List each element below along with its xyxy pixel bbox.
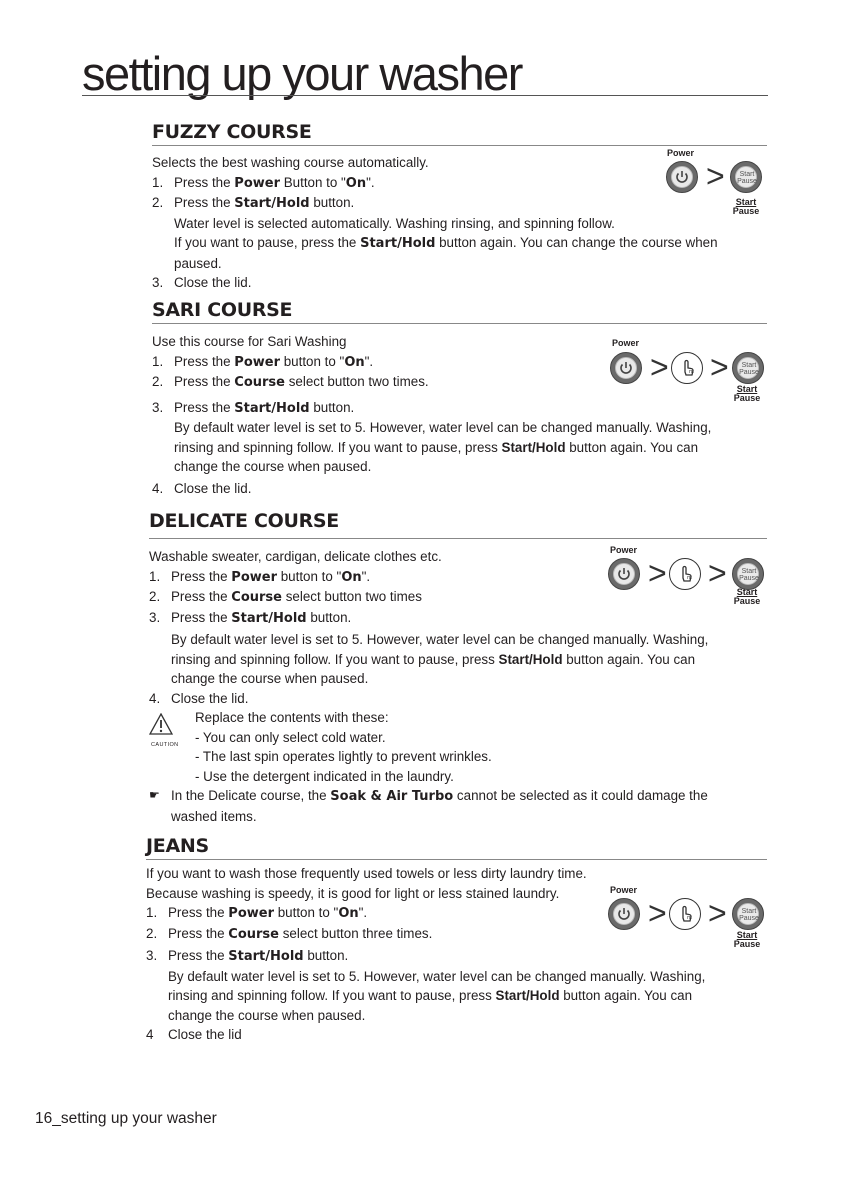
step-3-detail: change the course when paused. <box>171 671 369 686</box>
intro-text: If you want to wash those frequently used towels or less dirty laundry time. <box>146 866 587 881</box>
power-label: Power <box>612 338 640 348</box>
step-1: 1. Press the Power button to "On". <box>149 568 371 585</box>
chevron-right-icon: > <box>648 895 667 931</box>
section-title: JEANS <box>146 835 209 857</box>
intro-text: Washable sweater, cardigan, delicate clothes etc. <box>149 549 442 564</box>
step-2: 2. Press the Start/Hold button. <box>152 195 355 211</box>
note: ☛ In the Delicate course, the Soak & Air Turbo cannot be selected as it could damage the <box>149 786 767 807</box>
step-3-detail: change the course when paused. <box>174 459 372 474</box>
step-4: 4. Close the lid. <box>152 480 252 496</box>
step-2: 2. Press the Course select button three times. <box>146 925 433 942</box>
step-3: 3. Press the Start/Hold button. <box>152 399 355 416</box>
delicate-button-sequence <box>606 545 766 615</box>
note-continued: washed items. <box>171 808 257 824</box>
chevron-right-icon: > <box>650 349 669 385</box>
step-2-detail: Water level is selected automatically. Washing rinsing, and spinning follow. <box>174 215 615 231</box>
caution-item: - Use the detergent indicated in the laundry. <box>195 768 454 784</box>
caution-content <box>195 708 492 786</box>
section-title: DELICATE COURSE <box>149 510 339 532</box>
step-3-detail: By default water level is set to 5. However, water level can be changed manually. Washing, <box>174 420 712 435</box>
chevron-right-icon: > <box>648 555 667 591</box>
start-pause-button-icon: Start Pause <box>732 558 764 590</box>
caution-item: - You can only select cold water. <box>195 729 386 745</box>
sari-button-sequence <box>608 338 768 408</box>
step-3: 3. Press the Start/Hold button. <box>146 948 349 964</box>
chevron-right-icon: > <box>708 895 727 931</box>
start-pause-label: Start Pause <box>732 197 760 216</box>
intro-text: Selects the best washing course automatically. <box>152 155 429 170</box>
power-button-icon <box>608 898 640 930</box>
caution-item: - The last spin operates lightly to prevent wrinkles. <box>195 749 492 764</box>
power-label: Power <box>610 545 638 555</box>
section-rule <box>149 538 767 539</box>
jeans-button-sequence <box>606 885 766 955</box>
step-3-detail: change the course when paused. <box>168 1007 366 1023</box>
start-pause-button-icon: Start Pause <box>730 161 762 193</box>
fuzzy-button-sequence <box>664 148 768 218</box>
step-4: 4. Close the lid. <box>149 690 249 706</box>
step-1: 1. Press the Power Button to "On". <box>152 174 375 191</box>
section-rule <box>152 323 767 324</box>
start-pause-label: Start Pause <box>733 384 761 403</box>
chevron-right-icon: > <box>710 349 729 385</box>
svg-text:m: m <box>687 575 692 581</box>
start-pause-button-icon: Start Pause <box>732 898 764 930</box>
section-rule <box>152 145 767 146</box>
step-3: 3. Close the lid. <box>152 275 252 290</box>
course-button-icon <box>669 558 701 590</box>
svg-text:m: m <box>689 369 694 375</box>
step-2-detail: paused. <box>174 255 222 271</box>
page-footer: 16_setting up your washer <box>35 1110 217 1127</box>
title-rule <box>82 95 768 96</box>
intro-text: Because washing is speedy, it is good for light or less stained laundry. <box>146 885 560 901</box>
section-rule <box>146 859 767 860</box>
start-pause-button-icon: Start Pause <box>732 352 764 384</box>
intro-text: Use this course for Sari Washing <box>152 334 347 349</box>
start-pause-label: Start Pause <box>733 930 761 949</box>
step-2-detail: If you want to pause, press the Start/Hold button again. You can change the course when <box>174 235 718 251</box>
step-3-detail: rinsing and spinning follow. If you want to pause, press Start/Hold button again. You can <box>171 651 696 667</box>
step-3: 3. Press the Start/Hold button. <box>149 609 352 626</box>
section-title: SARI COURSE <box>152 299 293 321</box>
step-1: 1. Press the Power button to "On". <box>152 353 374 370</box>
power-label: Power <box>610 885 638 895</box>
chevron-right-icon: > <box>706 158 725 194</box>
caution-heading: Replace the contents with these: <box>195 710 389 725</box>
step-3-detail: rinsing and spinning follow. If you want to pause, press Start/Hold button again. You can <box>174 439 699 455</box>
caution-box <box>149 708 767 786</box>
course-button-icon <box>671 352 703 384</box>
start-pause-label: Start Pause <box>733 587 761 606</box>
step-3-detail: By default water level is set to 5. However, water level can be changed manually. Washing, <box>168 968 706 984</box>
chevron-right-icon: > <box>708 555 727 591</box>
pointing-hand-icon: ☛ <box>149 788 160 802</box>
power-button-icon <box>666 161 698 193</box>
step-3-detail: rinsing and spinning follow. If you want to pause, press Start/Hold button again. You can <box>168 988 693 1003</box>
caution-caption: CAUTION <box>151 742 179 748</box>
step-1: 1. Press the Power button to "On". <box>146 905 368 921</box>
page-title: setting up your washer <box>82 47 522 100</box>
power-button-icon <box>608 558 640 590</box>
caution-icon <box>149 708 195 786</box>
power-button-icon <box>610 352 642 384</box>
section-title: FUZZY COURSE <box>152 121 312 143</box>
step-4: 4 Close the lid <box>146 1027 242 1042</box>
step-2: 2. Press the Course select button two times <box>149 589 422 605</box>
step-3-detail: By default water level is set to 5. However, water level can be changed manually. Washing, <box>171 632 709 647</box>
course-button-icon <box>669 898 701 930</box>
step-2: 2. Press the Course select button two times. <box>152 374 429 390</box>
svg-text:m: m <box>687 915 692 921</box>
power-label: Power <box>667 148 695 158</box>
